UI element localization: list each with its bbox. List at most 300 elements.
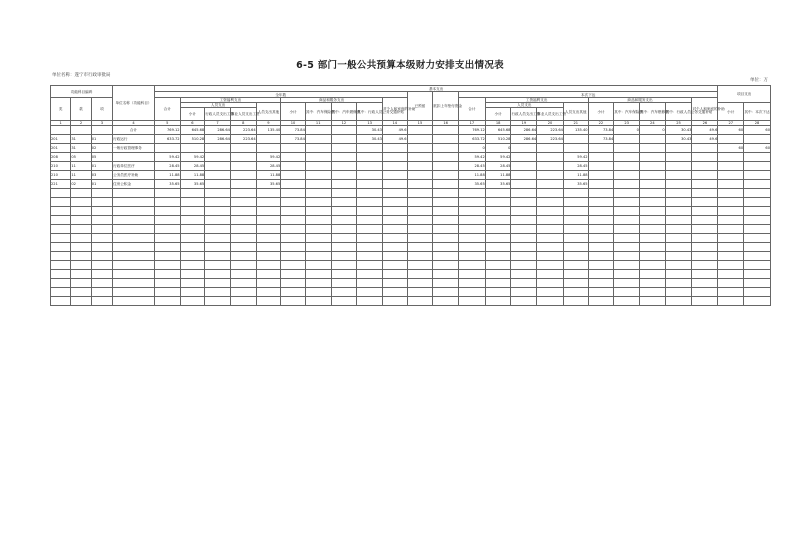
header-admin-wage-2: 行政人员支出工资 (511, 108, 537, 121)
empty-cell (113, 279, 155, 288)
empty-cell (485, 207, 511, 216)
empty-row (51, 234, 771, 243)
unit-name-cell: 合计 (113, 126, 155, 135)
empty-cell (588, 207, 614, 216)
empty-cell (511, 297, 537, 306)
empty-cell (281, 243, 306, 252)
empty-cell (744, 288, 771, 297)
empty-cell (614, 279, 640, 288)
col-number: 6 (180, 121, 205, 126)
header-class: 类 (51, 98, 71, 121)
empty-cell (407, 288, 433, 297)
empty-cell (51, 252, 71, 261)
empty-cell (205, 225, 231, 234)
header-project: 项目支出 (718, 86, 771, 103)
project-this-issue-cell (744, 153, 771, 162)
issue-inst-wage-cell (537, 144, 564, 153)
col-number: 21 (563, 121, 588, 126)
project-this-issue-cell (744, 162, 771, 171)
issue-admin-transport-cell (665, 171, 692, 180)
empty-cell (331, 252, 357, 261)
empty-row (51, 189, 771, 198)
empty-cell (433, 234, 459, 243)
empty-cell (744, 279, 771, 288)
issue-staff-subtotal-cell: 510.28 (485, 135, 511, 144)
empty-cell (382, 252, 407, 261)
empty-cell (639, 252, 665, 261)
empty-cell (639, 189, 665, 198)
empty-cell (357, 243, 383, 252)
empty-cell (331, 216, 357, 225)
empty-cell (91, 288, 112, 297)
unit-name-label: 单位名称：遂宁市行政审批局 (52, 73, 111, 78)
empty-cell (205, 270, 231, 279)
empty-cell (459, 225, 486, 234)
empty-cell (433, 288, 459, 297)
prev-year-cell (433, 171, 459, 180)
empty-cell (154, 207, 180, 216)
individual-family-cell (382, 162, 407, 171)
empty-cell (614, 207, 640, 216)
issue-admin-transport-cell (665, 180, 692, 189)
allocated-cell (407, 153, 433, 162)
empty-cell (639, 225, 665, 234)
empty-cell (665, 261, 692, 270)
vehicle-ins-cell (305, 144, 331, 153)
header-goods-subtotal-2: 小计 (588, 103, 614, 121)
inst-wage-cell: 223.64 (230, 135, 256, 144)
empty-cell (433, 189, 459, 198)
empty-cell (588, 225, 614, 234)
admin-wage-cell (205, 180, 231, 189)
empty-cell (71, 189, 91, 198)
header-total-2: 合计 (459, 98, 486, 121)
empty-cell (718, 189, 744, 198)
empty-cell (665, 225, 692, 234)
empty-cell (563, 225, 588, 234)
empty-cell (205, 252, 231, 261)
project-this-issue-cell: 60 (744, 126, 771, 135)
empty-cell (230, 216, 256, 225)
empty-cell (459, 198, 486, 207)
empty-cell (407, 234, 433, 243)
total-cell: 35.65 (154, 180, 180, 189)
empty-row (51, 225, 771, 234)
empty-cell (382, 225, 407, 234)
empty-cell (407, 270, 433, 279)
empty-cell (51, 225, 71, 234)
empty-cell (154, 189, 180, 198)
empty-cell (433, 270, 459, 279)
empty-cell (113, 297, 155, 306)
empty-cell (331, 198, 357, 207)
empty-cell (718, 279, 744, 288)
subitem-code-cell: 01 (91, 135, 112, 144)
empty-cell (180, 234, 205, 243)
header-inst-wage-2: 事业人员支出工资 (537, 108, 564, 121)
empty-cell (459, 288, 486, 297)
empty-cell (485, 279, 511, 288)
issue-admin-wage-cell (511, 171, 537, 180)
empty-cell (459, 252, 486, 261)
empty-cell (180, 297, 205, 306)
issue-total-cell: 11.88 (459, 171, 486, 180)
issue-goods-subtotal-cell (588, 171, 614, 180)
header-staff-exp-2: 人员支出 (485, 103, 563, 108)
empty-cell (205, 261, 231, 270)
empty-cell (91, 252, 112, 261)
empty-cell (281, 234, 306, 243)
empty-cell (113, 252, 155, 261)
item-code-cell: 11 (71, 162, 91, 171)
empty-cell (205, 279, 231, 288)
issue-staff-subtotal-cell: 0 (485, 144, 511, 153)
empty-cell (537, 297, 564, 306)
empty-cell (205, 189, 231, 198)
empty-cell (407, 261, 433, 270)
staff-other-cell: 28.45 (256, 162, 281, 171)
project-subtotal-cell (718, 153, 744, 162)
empty-cell (744, 270, 771, 279)
issue-admin-wage-cell (511, 180, 537, 189)
empty-cell (256, 288, 281, 297)
goods-subtotal-cell (281, 144, 306, 153)
empty-cell (459, 207, 486, 216)
empty-cell (51, 207, 71, 216)
admin-transport-cell (357, 180, 383, 189)
header-unit-name: 单位名称（功能科目） (113, 86, 155, 121)
vehicle-fuel-cell (331, 135, 357, 144)
empty-cell (305, 225, 331, 234)
empty-cell (511, 288, 537, 297)
empty-cell (485, 252, 511, 261)
empty-cell (230, 297, 256, 306)
empty-cell (692, 270, 718, 279)
empty-cell (588, 189, 614, 198)
issue-vehicle-fuel-cell: 0 (639, 126, 665, 135)
table-row (51, 180, 771, 189)
empty-cell (154, 270, 180, 279)
empty-cell (563, 207, 588, 216)
project-subtotal-cell (718, 180, 744, 189)
empty-cell (91, 207, 112, 216)
issue-staff-subtotal-cell: 28.45 (485, 162, 511, 171)
empty-cell (588, 234, 614, 243)
item-code-cell (71, 126, 91, 135)
subitem-code-cell: 01 (91, 180, 112, 189)
col-number: 25 (665, 121, 692, 126)
empty-cell (382, 198, 407, 207)
empty-cell (281, 288, 306, 297)
empty-cell (665, 189, 692, 198)
empty-cell (459, 243, 486, 252)
empty-cell (665, 216, 692, 225)
admin-wage-cell (205, 153, 231, 162)
empty-cell (281, 297, 306, 306)
empty-cell (154, 234, 180, 243)
empty-cell (744, 243, 771, 252)
header-staff-exp: 人员支出 (180, 103, 256, 108)
goods-subtotal-cell: 73.84 (281, 135, 306, 144)
issue-individual-family-cell: 49.6 (692, 126, 718, 135)
empty-cell (91, 198, 112, 207)
empty-cell (639, 243, 665, 252)
empty-cell (459, 279, 486, 288)
prev-year-cell (433, 126, 459, 135)
empty-cell (382, 297, 407, 306)
admin-wage-cell (205, 144, 231, 153)
empty-cell (744, 216, 771, 225)
empty-cell (281, 216, 306, 225)
issue-staff-subtotal-cell: 59.42 (485, 153, 511, 162)
header-subitem: 项 (91, 98, 112, 121)
empty-cell (639, 288, 665, 297)
issue-vehicle-ins-cell (614, 144, 640, 153)
issue-vehicle-ins-cell (614, 162, 640, 171)
issue-admin-wage-cell: 286.64 (511, 135, 537, 144)
empty-cell (205, 288, 231, 297)
empty-cell (511, 270, 537, 279)
empty-cell (537, 261, 564, 270)
empty-cell (718, 288, 744, 297)
col-number: 11 (305, 121, 331, 126)
empty-row (51, 261, 771, 270)
empty-cell (71, 270, 91, 279)
item-code-cell: 31 (71, 144, 91, 153)
allocated-cell (407, 126, 433, 135)
admin-transport-cell (357, 162, 383, 171)
empty-cell (718, 270, 744, 279)
empty-cell (51, 198, 71, 207)
issue-staff-other-cell (563, 135, 588, 144)
header-total: 合计 (154, 98, 180, 121)
empty-cell (51, 243, 71, 252)
col-number: 22 (588, 121, 614, 126)
empty-cell (256, 270, 281, 279)
empty-cell (256, 234, 281, 243)
empty-cell (382, 270, 407, 279)
empty-cell (180, 216, 205, 225)
header-vehicle-ins-2: 其中：汽车保险费 (614, 103, 640, 121)
empty-cell (113, 207, 155, 216)
total-cell: 633.72 (154, 135, 180, 144)
empty-cell (537, 225, 564, 234)
empty-cell (71, 252, 91, 261)
empty-cell (331, 207, 357, 216)
table-row (51, 126, 771, 135)
empty-cell (281, 225, 306, 234)
col-number: 24 (639, 121, 665, 126)
empty-cell (537, 252, 564, 261)
empty-cell (433, 297, 459, 306)
empty-cell (71, 207, 91, 216)
col-number: 14 (382, 121, 407, 126)
issue-individual-family-cell (692, 180, 718, 189)
admin-wage-cell (205, 171, 231, 180)
individual-family-cell (382, 153, 407, 162)
empty-cell (614, 189, 640, 198)
prev-year-cell (433, 162, 459, 171)
individual-family-cell: 49.6 (382, 135, 407, 144)
col-number: 18 (485, 121, 511, 126)
prev-year-cell (433, 135, 459, 144)
empty-cell (331, 270, 357, 279)
header-project-subtotal: 小计 (718, 103, 744, 121)
class-code-cell: 210 (51, 171, 71, 180)
col-number: 3 (91, 121, 112, 126)
header-wage-welfare: 工资福利支出 (180, 98, 281, 103)
page-title: 6-5 部门一般公共预算本级财力安排支出情况表 (296, 60, 504, 71)
allocated-cell (407, 135, 433, 144)
empty-row (51, 252, 771, 261)
admin-transport-cell (357, 153, 383, 162)
empty-cell (91, 225, 112, 234)
col-number: 4 (113, 121, 155, 126)
empty-cell (511, 252, 537, 261)
issue-admin-transport-cell: 30.43 (665, 126, 692, 135)
issue-admin-transport-cell: 30.43 (665, 135, 692, 144)
project-subtotal-cell: 60 (718, 126, 744, 135)
empty-cell (256, 243, 281, 252)
empty-cell (537, 270, 564, 279)
vehicle-fuel-cell (331, 144, 357, 153)
currency-unit-label: 单位：万 (750, 78, 768, 83)
empty-cell (665, 297, 692, 306)
empty-cell (230, 207, 256, 216)
empty-cell (256, 279, 281, 288)
col-number: 8 (230, 121, 256, 126)
prev-year-cell (433, 144, 459, 153)
empty-cell (382, 207, 407, 216)
vehicle-fuel-cell (331, 171, 357, 180)
empty-cell (71, 297, 91, 306)
empty-cell (357, 288, 383, 297)
empty-cell (51, 270, 71, 279)
empty-cell (537, 198, 564, 207)
empty-cell (305, 189, 331, 198)
empty-cell (588, 216, 614, 225)
vehicle-fuel-cell (331, 162, 357, 171)
empty-cell (459, 234, 486, 243)
table-row (51, 162, 771, 171)
empty-cell (511, 189, 537, 198)
empty-cell (154, 279, 180, 288)
class-code-cell: 208 (51, 153, 71, 162)
empty-cell (113, 234, 155, 243)
empty-cell (459, 189, 486, 198)
empty-cell (563, 279, 588, 288)
empty-cell (91, 189, 112, 198)
empty-cell (256, 297, 281, 306)
prev-year-cell (433, 153, 459, 162)
header-allocated: 已预留 (407, 92, 433, 121)
empty-cell (180, 207, 205, 216)
issue-admin-wage-cell (511, 162, 537, 171)
empty-cell (665, 279, 692, 288)
issue-goods-subtotal-cell: 73.84 (588, 135, 614, 144)
issue-inst-wage-cell (537, 171, 564, 180)
header-admin-wage: 行政人员支出工资 (205, 108, 231, 121)
issue-individual-family-cell: 49.6 (692, 135, 718, 144)
empty-cell (718, 252, 744, 261)
empty-row (51, 279, 771, 288)
empty-cell (382, 288, 407, 297)
issue-vehicle-fuel-cell (639, 135, 665, 144)
empty-cell (256, 252, 281, 261)
empty-cell (407, 243, 433, 252)
empty-cell (588, 297, 614, 306)
total-cell (154, 144, 180, 153)
issue-goods-subtotal-cell (588, 153, 614, 162)
goods-subtotal-cell: 73.84 (281, 126, 306, 135)
empty-cell (563, 270, 588, 279)
empty-cell (71, 234, 91, 243)
header-inst-wage: 事业人员支出工资 (230, 108, 256, 121)
empty-cell (357, 189, 383, 198)
empty-cell (357, 270, 383, 279)
empty-cell (718, 261, 744, 270)
empty-cell (154, 288, 180, 297)
empty-cell (537, 288, 564, 297)
empty-cell (305, 270, 331, 279)
empty-cell (71, 261, 91, 270)
empty-row (51, 288, 771, 297)
empty-cell (614, 225, 640, 234)
empty-cell (665, 234, 692, 243)
issue-vehicle-fuel-cell (639, 144, 665, 153)
header-this-issue: 本次下达 (459, 92, 718, 98)
empty-cell (433, 216, 459, 225)
issue-total-cell: 0 (459, 144, 486, 153)
empty-cell (382, 189, 407, 198)
empty-cell (511, 261, 537, 270)
staff-other-cell: 11.88 (256, 171, 281, 180)
admin-wage-cell (205, 162, 231, 171)
header-admin-transport: 其中：行政人员公务交通补贴 (357, 103, 383, 121)
empty-cell (433, 207, 459, 216)
issue-admin-wage-cell (511, 144, 537, 153)
empty-cell (485, 297, 511, 306)
empty-cell (692, 288, 718, 297)
empty-cell (563, 288, 588, 297)
empty-cell (588, 243, 614, 252)
empty-cell (91, 243, 112, 252)
issue-admin-transport-cell (665, 144, 692, 153)
total-cell: 59.42 (154, 153, 180, 162)
issue-individual-family-cell (692, 162, 718, 171)
empty-cell (154, 198, 180, 207)
empty-cell (205, 207, 231, 216)
class-code-cell (51, 126, 71, 135)
empty-cell (305, 252, 331, 261)
col-number: 12 (331, 121, 357, 126)
empty-cell (588, 261, 614, 270)
vehicle-fuel-cell (331, 153, 357, 162)
empty-cell (331, 234, 357, 243)
empty-cell (230, 198, 256, 207)
issue-vehicle-ins-cell (614, 171, 640, 180)
empty-cell (563, 234, 588, 243)
empty-row (51, 198, 771, 207)
empty-cell (588, 288, 614, 297)
empty-cell (511, 225, 537, 234)
empty-row (51, 243, 771, 252)
table-row (51, 135, 771, 144)
empty-cell (205, 297, 231, 306)
empty-cell (71, 243, 91, 252)
empty-cell (588, 252, 614, 261)
issue-total-cell: 633.72 (459, 135, 486, 144)
